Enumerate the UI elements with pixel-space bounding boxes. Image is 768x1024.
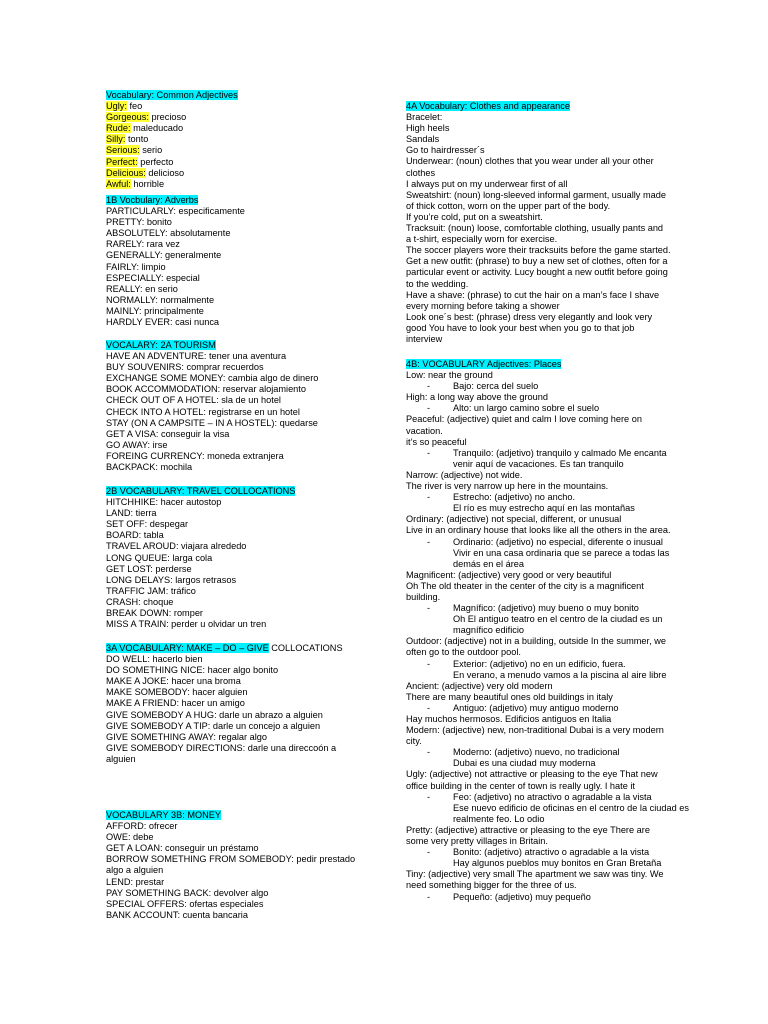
list-item: EXCHANGE SOME MONEY: cambia algo de dinero xyxy=(106,373,319,384)
list-item xyxy=(406,581,662,592)
dash-bullet: - xyxy=(427,747,431,758)
line-text: El río es muy estrecho aquí en las montañas xyxy=(453,503,635,514)
list-item: MISS A TRAIN: perder u olvidar un tren xyxy=(106,619,267,630)
list-item xyxy=(406,614,662,625)
line-text: Feo: (adjetivo) no atractivo o agradable a la vista xyxy=(453,791,652,802)
list-item: GET LOST: perderse xyxy=(106,563,192,574)
list-item: MAKE A FRIEND: hacer un amigo xyxy=(106,698,245,709)
definition: serio xyxy=(139,145,163,156)
line-text: Live in an ordinary house that looks like all the others in the area. xyxy=(406,525,671,536)
list-item xyxy=(406,503,662,514)
list-item xyxy=(406,869,662,880)
dash-bullet: - xyxy=(427,847,431,858)
list-item: LONG DELAYS: largos retrasos xyxy=(106,574,237,585)
list-item: MAKE A JOKE: hacer una broma xyxy=(106,676,241,687)
line-text: office building in the center of town is really ugly. I hate it xyxy=(406,780,635,791)
list-item: LONG QUEUE: larga cola xyxy=(106,552,213,563)
line-text: Ugly: (adjective) not attractive or pleasing to the eye That new xyxy=(406,769,658,780)
list-item: interview xyxy=(406,333,443,344)
list-item: TRAVEL AROUD: viajara alrededo xyxy=(106,541,247,552)
dash-bullet: - xyxy=(427,658,431,669)
dash-bullet: - xyxy=(427,381,431,392)
list-item: algo a alguien xyxy=(106,865,164,876)
list-item: I always put on my underwear first of all xyxy=(406,178,568,189)
line-text: Oh The old theater in the center of the city is a magnificent xyxy=(406,580,644,591)
bullet-item xyxy=(406,537,662,548)
list-item xyxy=(406,592,662,603)
definition: tonto xyxy=(125,134,149,145)
list-item: RARELY: rara vez xyxy=(106,239,180,250)
section-clothes xyxy=(406,101,671,345)
section-title: 2B VOCABULARY: TRAVEL COLLOCATIONS xyxy=(106,486,296,496)
line-text: Pretty: (adjective) attractive or pleasing to the eye There are xyxy=(406,824,650,835)
list-item xyxy=(406,814,662,825)
list-item: Tracksuit: (noun) loose, comfortable clothing, usually pants and xyxy=(406,223,664,234)
section-common-adjectives xyxy=(106,90,368,190)
dash-bullet: - xyxy=(427,603,431,614)
list-item xyxy=(406,758,662,769)
line-text: Pequeño: (adjetivo) muy pequeño xyxy=(453,891,591,902)
list-item: HAVE AN ADVENTURE: tener una aventura xyxy=(106,351,287,362)
adverb-list xyxy=(106,206,368,328)
line-text: Dubai es una ciudad muy moderna xyxy=(453,758,596,769)
list-item xyxy=(406,692,662,703)
list-item: ABSOLUTELY: absolutamente xyxy=(106,228,231,239)
list-item: BOARD: tabla xyxy=(106,530,164,541)
list-item: GIVE SOMEBODY A HUG: darle un abrazo a alguien xyxy=(106,709,323,720)
list-item xyxy=(406,414,662,425)
clothes-list xyxy=(406,112,671,345)
term: Awful: xyxy=(106,178,131,189)
list-item xyxy=(106,123,368,134)
list-item: If you’re cold, put on a sweatshirt. xyxy=(406,211,543,222)
travel-list xyxy=(106,497,368,630)
list-item: GET A VISA: conseguir la visa xyxy=(106,428,230,439)
list-item xyxy=(106,168,368,179)
list-item xyxy=(406,481,662,492)
list-item: GIVE SOMETHING AWAY: regalar algo xyxy=(106,731,267,742)
line-text: Peaceful: (adjective) quiet and calm I love coming here on xyxy=(406,414,642,425)
list-item xyxy=(106,157,368,168)
list-item: BANK ACCOUNT: cuenta bancaria xyxy=(106,909,248,920)
section-title: 1B Vocbulary: Adverbs xyxy=(106,195,199,205)
line-text: Outdoor: (adjective) not in a building, outside In the summer, we xyxy=(406,636,666,647)
line-text: Modern: (adjective) new, non-traditional Dubai is a very modern xyxy=(406,725,664,736)
line-text: Low: near the ground xyxy=(406,370,493,381)
section-title: VOCABULARY 3B: MONEY xyxy=(106,810,222,820)
line-text: some very pretty villages in Britain. xyxy=(406,836,548,847)
list-item xyxy=(406,769,662,780)
line-text: realmente feo. Lo odio xyxy=(453,813,545,824)
list-item xyxy=(406,392,662,403)
line-text: Antiguo: (adjetivo) muy antiguo moderno xyxy=(453,702,619,713)
list-item: good You have to look your best when you go to that job xyxy=(406,322,635,333)
list-item: Sweatshirt: (noun) long-sleeved informal garment, usually made xyxy=(406,189,666,200)
list-item: BOOK ACCOMMODATION: reservar alojamiento xyxy=(106,384,306,395)
list-item xyxy=(406,681,662,692)
list-item: particular event or activity. Lucy bought a new outfit before going xyxy=(406,267,668,278)
list-item xyxy=(406,825,662,836)
list-item: CHECK INTO A HOTEL: registrarse en un hotel xyxy=(106,406,300,417)
list-item: GO AWAY: irse xyxy=(106,439,168,450)
list-item: a t-shirt, especially worn for exercise. xyxy=(406,234,558,245)
collocation-list xyxy=(106,654,368,765)
definition: horrible xyxy=(130,178,165,189)
dash-bullet: - xyxy=(427,702,431,713)
bullet-item xyxy=(406,747,662,758)
list-item xyxy=(106,145,368,156)
list-item: CHECK OUT OF A HOTEL: sla de un hotel xyxy=(106,395,281,406)
list-item: PARTICULARLY: especificamente xyxy=(106,206,245,217)
line-text: En verano, a menudo vamos a la piscina al aire libre xyxy=(453,669,667,680)
list-item xyxy=(406,636,666,647)
list-item xyxy=(406,525,671,536)
line-text: magnífico edificio xyxy=(453,625,524,636)
list-item: SPECIAL OFFERS: ofertas especiales xyxy=(106,898,264,909)
dash-bullet: - xyxy=(427,492,431,503)
line-text: city. xyxy=(406,736,422,747)
list-item xyxy=(406,725,662,736)
section-title: VOCALARY: 2A TOURISM xyxy=(106,340,216,350)
list-item: Sandals xyxy=(406,134,440,145)
section-money xyxy=(106,810,368,921)
term: Perfect: xyxy=(106,156,138,167)
list-item xyxy=(406,570,662,581)
definition: delicioso xyxy=(145,167,185,178)
line-text: The river is very narrow up here in the mountains. xyxy=(406,481,609,492)
section-title: 4A Vocabulary: Clothes and appearance xyxy=(406,101,570,111)
line-text: Bajo: cerca del suelo xyxy=(453,381,539,392)
section-tourism xyxy=(106,340,368,473)
list-item xyxy=(406,714,662,725)
list-item xyxy=(106,134,368,145)
definition: precioso xyxy=(148,112,187,123)
line-text: Hay algunos pueblos muy bonitos en Gran Bretaña xyxy=(453,858,662,869)
line-text: Magnificent: (adjective) very good or very beautiful xyxy=(406,569,612,580)
list-item: Look one´s best: (phrase) dress very elegantly and look very xyxy=(406,311,653,322)
list-item xyxy=(406,781,662,792)
list-item: AFFORD: ofrecer xyxy=(106,821,178,832)
bullet-item xyxy=(406,703,662,714)
line-text: Magnífico: (adjetivo) muy bueno o muy bonito xyxy=(453,603,639,614)
line-text: High: a long way above the ground xyxy=(406,392,548,403)
list-item xyxy=(406,437,662,448)
list-item: The soccer players wore their tracksuits before the game started. xyxy=(406,245,671,256)
list-item xyxy=(406,459,662,470)
term: Serious: xyxy=(106,145,140,156)
definition: feo xyxy=(126,101,143,112)
list-item: GIVE SOMEBODY DIRECTIONS: darle una direccoón a xyxy=(106,742,337,753)
tourism-list xyxy=(106,351,368,473)
list-item xyxy=(406,836,662,847)
line-text: vacation. xyxy=(406,425,443,436)
list-item xyxy=(406,858,662,869)
list-item: Go to hairdresser´s xyxy=(406,145,485,156)
list-item: TRAFFIC JAM: tráfico xyxy=(106,585,196,596)
list-item xyxy=(406,669,667,681)
list-item: ESPECIALLY: especial xyxy=(106,272,200,283)
list-item: STAY (ON A CAMPSITE – IN A HOSTEL): quedarse xyxy=(106,417,318,428)
list-item: DO WELL: hacerlo bien xyxy=(106,654,203,665)
bullet-item xyxy=(406,659,662,670)
list-item: every morning before taking a shower xyxy=(406,300,560,311)
list-item: NORMALLY: normalmente xyxy=(106,294,215,305)
definition: perfecto xyxy=(137,156,174,167)
line-text: Bonito: (adjetivo) atractivo o agradable a la vista xyxy=(453,847,650,858)
dash-bullet: - xyxy=(427,891,431,902)
line-text: Ordinario: (adjetivo) no especial, diferente o inusual xyxy=(453,536,663,547)
bullet-item xyxy=(406,447,667,459)
list-item xyxy=(106,112,368,123)
section-places xyxy=(406,359,689,903)
section-make-do-give xyxy=(106,643,368,765)
list-item: GENERALLY: generalmente xyxy=(106,250,222,261)
list-item: REALLY: en serio xyxy=(106,283,178,294)
list-item xyxy=(406,647,662,658)
section-title: 4B: VOCABULARY Adjectives: Places xyxy=(406,359,562,369)
line-text: Ancient: (adjective) very old modern xyxy=(406,680,553,691)
line-text: Estrecho: (adjetivo) no ancho. xyxy=(453,492,576,503)
list-item: HITCHHIKE: hacer autostop xyxy=(106,497,222,508)
list-item xyxy=(406,736,662,747)
line-text: Ordinary: (adjective) not special, different, or unusual xyxy=(406,514,622,525)
line-text: often go to the outdoor pool. xyxy=(406,647,521,658)
definition: maleducado xyxy=(130,123,184,134)
bullet-item xyxy=(406,892,662,903)
line-text: Tranquilo: (adjetivo) tranquilo y calmado Me encanta xyxy=(453,447,667,458)
list-item: clothes xyxy=(406,167,436,178)
line-text: Exterior: (adjetivo) no en un edificio, fuera. xyxy=(453,658,626,669)
list-item: Underwear: (noun) clothes that you wear under all your other xyxy=(406,156,654,167)
line-text: need something bigger for the three of us. xyxy=(406,880,577,891)
list-item: CRASH: choque xyxy=(106,596,174,607)
line-text: venir aquí de vacaciones. Es tan tranquilo xyxy=(453,458,624,469)
list-item xyxy=(406,470,662,481)
line-text: Oh El antiguo teatro en el centro de la ciudad es un xyxy=(453,614,663,625)
list-item xyxy=(406,880,662,891)
list-item: BACKPACK: mochila xyxy=(106,462,193,473)
adjective-list xyxy=(106,101,368,190)
list-item: of thick cotton, worn on the upper part of the body. xyxy=(406,200,611,211)
section-travel xyxy=(106,486,368,630)
list-item: HARDLY EVER: casi nunca xyxy=(106,317,220,328)
section-title: Vocabulary: Common Adjectives xyxy=(106,90,238,100)
list-item: High heels xyxy=(406,123,450,134)
section-title-rest: COLLOCATIONS xyxy=(268,643,343,653)
list-item: Have a shave: (phrase) to cut the hair on a man’s face I shave xyxy=(406,289,660,300)
list-item: FAIRLY: limpio xyxy=(106,261,166,272)
dash-bullet: - xyxy=(427,403,431,414)
line-text: Hay muchos hermosos. Edificios antiguos en Italia xyxy=(406,714,612,724)
list-item: PRETTY: bonito xyxy=(106,217,172,228)
term: Silly: xyxy=(106,134,126,145)
bullet-item xyxy=(406,847,662,858)
term: Gorgeous: xyxy=(106,112,149,123)
list-item xyxy=(406,802,689,814)
list-item: MAKE SOMEBODY: hacer alguien xyxy=(106,687,248,698)
list-item: alguien xyxy=(106,753,136,764)
list-item xyxy=(406,625,662,636)
list-item xyxy=(406,559,662,570)
section-adverbs xyxy=(106,195,368,328)
list-item: LEND: prestar xyxy=(106,876,165,887)
list-item: BREAK DOWN: romper xyxy=(106,608,203,619)
bullet-item xyxy=(406,381,662,392)
list-item: Bracelet: xyxy=(406,112,443,123)
list-item xyxy=(406,547,670,559)
list-item: BORROW SOMETHING FROM SOMEBODY: pedir prestado xyxy=(106,854,356,865)
line-text: building. xyxy=(406,591,441,602)
list-item: FOREING CURRENCY: moneda extranjera xyxy=(106,450,284,461)
dash-bullet: - xyxy=(427,536,431,547)
list-item: Get a new outfit: (phrase) to buy a new set of clothes, often for a xyxy=(406,256,668,267)
list-item: MAINLY: principalmente xyxy=(106,305,204,316)
bullet-item xyxy=(406,403,662,414)
line-text: Tiny: (adjective) very small The apartment we saw was tiny. We xyxy=(406,869,664,880)
money-list xyxy=(106,821,368,921)
list-item: PAY SOMETHING BACK: devolver algo xyxy=(106,887,269,898)
line-text: Narrow: (adjective) not wide. xyxy=(406,469,523,480)
line-text: Alto: un largo camino sobre el suelo xyxy=(453,403,600,414)
list-item: LAND: tierra xyxy=(106,508,157,519)
line-text: Vivir en una casa ordinaria que se parece a todas las xyxy=(453,547,670,558)
line-text: demás en el área xyxy=(453,558,524,569)
list-item: GIVE SOMEBODY A TIP: darle un concejo a alguien xyxy=(106,720,321,731)
list-item xyxy=(406,514,662,525)
list-item: SET OFF: despegar xyxy=(106,519,189,530)
list-item xyxy=(106,101,368,112)
places-list xyxy=(406,370,689,903)
term: Rude: xyxy=(106,123,131,134)
dash-bullet: - xyxy=(427,791,431,802)
dash-bullet: - xyxy=(427,447,431,458)
term: Ugly: xyxy=(106,101,127,112)
section-title: 3A VOCABULARY: MAKE – DO – GIVE xyxy=(106,643,269,653)
line-text: There are many beautiful ones old buildings in italy xyxy=(406,691,613,702)
list-item xyxy=(406,370,662,381)
term: Delicious: xyxy=(106,167,146,178)
list-item: BUY SOUVENIRS: comprar recuerdos xyxy=(106,362,264,373)
line-text: it’s so peaceful xyxy=(406,436,467,447)
bullet-item xyxy=(406,792,662,803)
line-text: Moderno: (adjetivo) nuevo, no tradicional xyxy=(453,747,620,758)
list-item: to the wedding. xyxy=(406,278,469,289)
bullet-item xyxy=(406,603,662,614)
list-item xyxy=(106,179,368,190)
bullet-item xyxy=(406,492,662,503)
list-item xyxy=(406,426,662,437)
list-item: DO SOMETHING NICE: hacer algo bonito xyxy=(106,665,279,676)
list-item: OWE: debe xyxy=(106,832,154,843)
line-text: Ese nuevo edificio de oficinas en el centro de la ciudad es xyxy=(453,802,689,813)
list-item: GET A LOAN: conseguir un préstamo xyxy=(106,843,259,854)
